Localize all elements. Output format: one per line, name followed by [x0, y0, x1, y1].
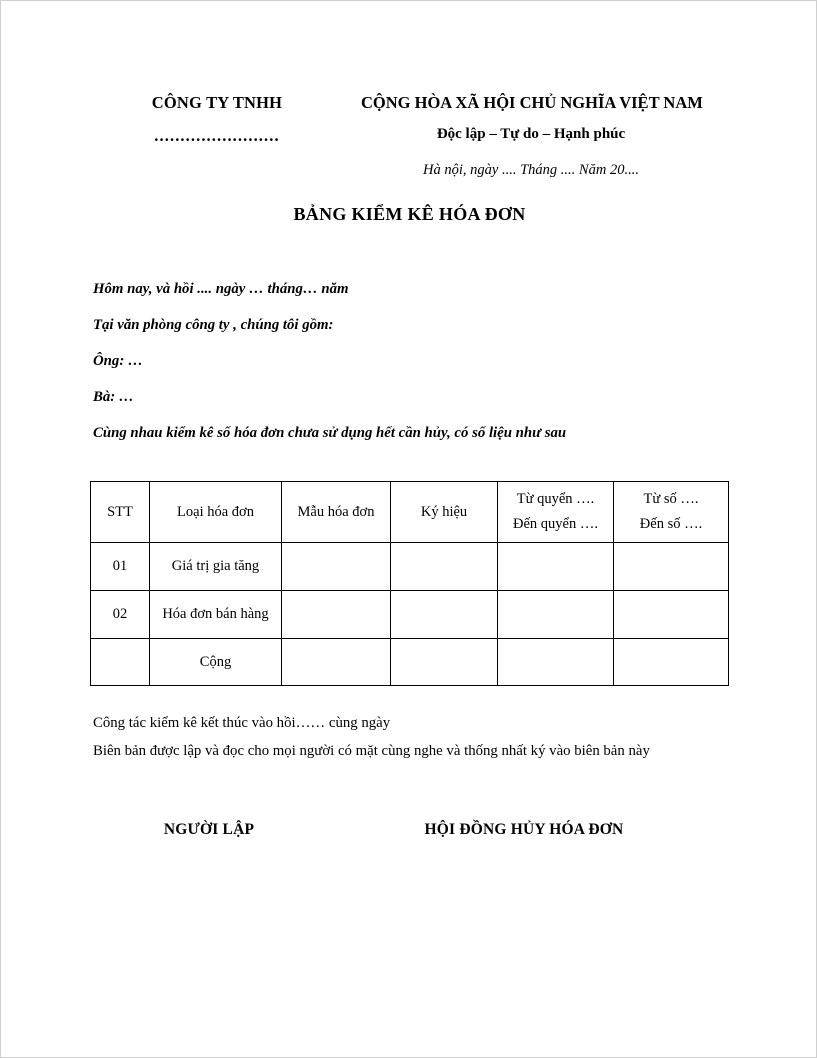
cell-kyhieu[interactable] — [391, 591, 498, 639]
document-header — [1, 93, 817, 188]
header-company-block — [119, 93, 315, 145]
header-nation-block — [361, 93, 701, 179]
cell-so[interactable] — [614, 543, 729, 591]
header-cell-kyhieu: Ký hiệu — [391, 482, 498, 543]
table-total-row[interactable] — [91, 639, 729, 686]
total-cell-mau[interactable] — [282, 639, 391, 686]
note-line-agreement: Biên bản được lập và đọc cho mọi người có mặt cùng nghe và thống nhất ký vào biên bản này — [93, 743, 650, 759]
header-quyen-to: Đến quyển …. — [513, 516, 598, 532]
cell-stt: 01 — [91, 543, 150, 591]
cell-loai: Hóa đơn bán hàng — [150, 591, 282, 639]
cell-mau[interactable] — [282, 543, 391, 591]
header-cell-mau: Mẫu hóa đơn — [282, 482, 391, 543]
total-cell-so[interactable] — [614, 639, 729, 686]
header-cell-so — [614, 482, 729, 543]
header-so-from: Từ số …. — [643, 491, 699, 507]
table-row[interactable] — [91, 591, 729, 639]
cell-kyhieu[interactable] — [391, 543, 498, 591]
cell-stt: 02 — [91, 591, 150, 639]
total-cell-stt — [91, 639, 150, 686]
header-quyen-from: Từ quyển …. — [516, 491, 595, 507]
header-so-to: Đến số …. — [639, 516, 703, 532]
total-label: Cộng — [150, 639, 282, 686]
intro-line-purpose: Cùng nhau kiểm kê số hóa đơn chưa sử dụng hết cần hủy, có số liệu như sau — [93, 425, 567, 441]
closing-notes — [93, 713, 743, 761]
total-cell-kyhieu[interactable] — [391, 639, 498, 686]
intro-line-datetime: Hôm nay, và hồi .... ngày … tháng… năm — [93, 281, 349, 297]
invoice-inventory-table — [90, 481, 729, 686]
cell-so[interactable] — [614, 591, 729, 639]
page-title: BẢNG KIỂM KÊ HÓA ĐƠN — [293, 204, 526, 224]
note-line-end-time: Công tác kiểm kê kết thúc vào hồi…… cùng ngày — [93, 715, 391, 731]
header-cell-loai: Loại hóa đơn — [150, 482, 282, 543]
header-cell-stt: STT — [91, 482, 150, 543]
cell-loai: Giá trị gia tăng — [150, 543, 282, 591]
signature-label-preparer: NGƯỜI LẬP — [163, 821, 255, 838]
national-heading: CỘNG HÒA XÃ HỘI CHỦ NGHĨA VIỆT NAM — [361, 93, 703, 112]
header-cell-quyen — [498, 482, 614, 543]
table-row[interactable] — [91, 543, 729, 591]
national-motto: Độc lập – Tự do – Hạnh phúc — [436, 126, 626, 142]
inventory-table-wrapper — [90, 481, 728, 686]
cell-quyen[interactable] — [498, 543, 614, 591]
intro-line-location: Tại văn phòng công ty , chúng tôi gồm: — [93, 317, 334, 333]
company-name-label: CÔNG TY TNHH — [151, 93, 283, 112]
place-date-line: Hà nội, ngày .... Tháng .... Năm 20.... — [423, 162, 639, 178]
cell-mau[interactable] — [282, 591, 391, 639]
signature-block — [1, 821, 817, 845]
intro-line-mr: Ông: … — [93, 353, 143, 369]
intro-line-mrs: Bà: … — [93, 389, 134, 405]
signature-label-council: HỘI ĐỒNG HỦY HÓA ĐƠN — [424, 821, 624, 838]
cell-quyen[interactable] — [498, 591, 614, 639]
intro-block — [93, 280, 733, 442]
total-cell-quyen[interactable] — [498, 639, 614, 686]
table-header-row — [91, 482, 729, 543]
company-name-blank: ........................ — [154, 126, 280, 145]
